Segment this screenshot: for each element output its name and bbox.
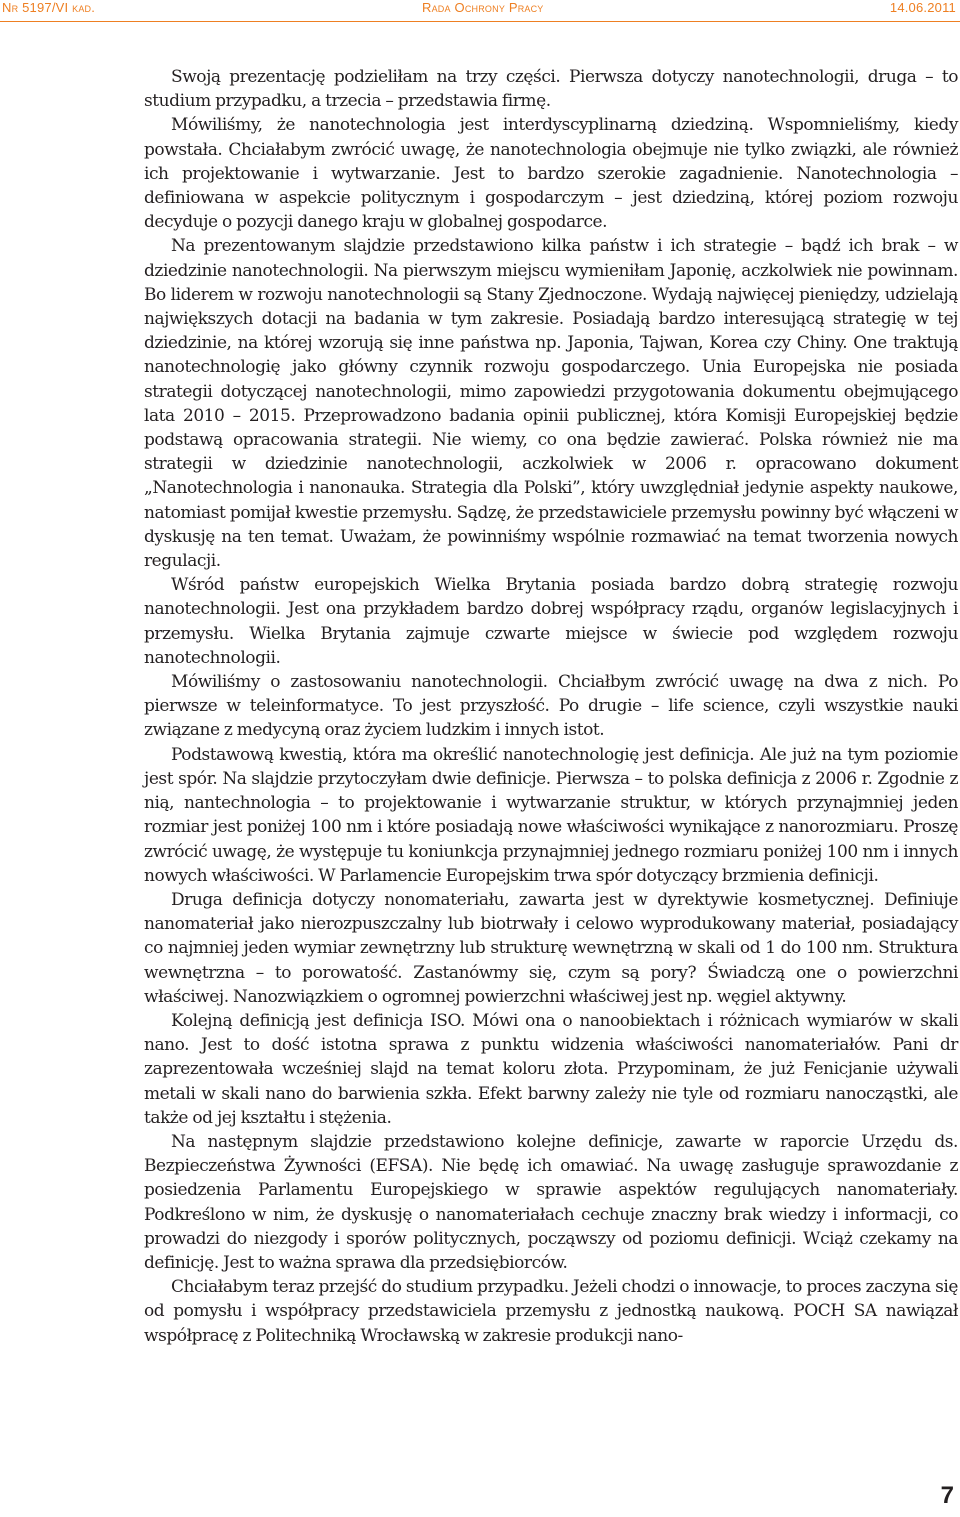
page-number: 7 (940, 1482, 954, 1509)
paragraph: Na prezentowanym slajdzie przedstawiono kilka państw i ich strategie – bądź ich brak – w dziedzinie nanotechnologii. Na pierwszym miejscu wymieniłam Japonię, aczkolwiek nie powinnam. Bo liderem w rozwoju nanotechnologii są Stany Zjednoczone. Wydają najwięcej pieniędzy, udzielają największych dotacji na badania w tym zakresie. Posiadają bardzo interesującą strategię w tej dziedzinie, na której wzorują się inne państwa np. Japonia, Tajwan, Korea czy Chiny. One traktują nanotechnologię jako główny czynnik rozwoju gospodarczego. Unia Europejska nie posiada strategii dotyczącej nanotechnologii, mimo zapowiedzi przygotowania dokumentu obejmującego lata 2010 – 2015. Przeprowadzono badania opinii publicznej, która Komisji Europejskiej będzie podstawą opracowania strategii. Nie wiemy, co ona będzie zawierać. Polska również nie ma strategii w dziedzinie nanotechnologii, aczkolwiek w 2006 r. opracowano dokument „Nanotechnologia i nanonauka. Strategia dla Polski”, który uwzględniał jedynie aspekty naukowe, natomiast pomijał kwestie przemysłu. Sądzę, że przedstawiciele przemysłu powinny być włączeni w dyskusję na ten temat. Uważam, że powinniśmy wspólnie rozmawiać na temat tworzenia nowych regulacji. (144, 236, 958, 572)
issue-number: Nr 5197/VI kad. (2, 0, 96, 15)
paragraph: Chciałabym teraz przejść do studium przypadku. Jeżeli chodzi o innowacje, to proces zaczyna się od pomysłu i współpracy przedstawiciela przemysłu z jednostką naukową. POCH SA nawiązał współpracę z Politechniką Wrocławską w zakresie produkcji nano- (144, 1277, 958, 1346)
paragraph: Podstawową kwestią, która ma określić nanotechnologię jest definicja. Ale już na tym poziomie jest spór. Na slajdzie przytoczyłam dwie definicje. Pierwsza – to polska definicja z 2006 r. Zgodnie z nią, nantechnologia – to projektowanie i wytwarzanie struktur, w których przynajmniej jeden rozmiar jest poniżej 100 nm i które posiadają nowe właściwości wynikające z nanorozmiaru. Proszę zwrócić uwagę, że występuje tu koniunkcja przynajmniej jednego rozmiaru poniżej 100 nm i innych nowych właściwości. W Parlamencie Europejskim trwa spór dotyczący brzmienia definicji. (144, 744, 958, 886)
paragraph: Wśród państw europejskich Wielka Brytania posiada bardzo dobrą strategię rozwoju nanotechnologii. Jest ona przykładem bardzo dobrej współpracy rządu, organów legislacyjnych i przemysłu. Wielka Brytania zajmuje czwarte miejsce w świecie pod względem rozwoju nanotechnologii. (144, 575, 958, 668)
paragraph: Na następnym slajdzie przedstawiono kolejne definicje, zawarte w raporcie Urzędu ds. Bezpieczeństwa Żywności (EFSA). Nie będę ich omawiać. Na uwagę zasługuje sprawozdanie z posiedzenia Parlamentu Europejskiego w sprawie aspektów regulujących nanomateriały. Podkreślono w nim, że dyskusję o nanomateriałach cechuje znaczny brak wiedzy i informacji, co prowadzi do niezgody i sporów politycznych, począwszy od poziomu definicji. Wciąż czekamy na definicję. Jest to ważna sprawa dla przedsiębiorców. (144, 1131, 958, 1273)
body-text (144, 65, 958, 1348)
paragraph: Mówiliśmy o zastosowaniu nanotechnologii. Chciałbym zwrócić uwagę na dwa z nich. Po pierwsze w teleinformatyce. To jest przyszłość. Po drugie – life science, czyli wszystkie nauki związane z medycyną oraz życiem ludzkim i innych istot. (144, 672, 958, 741)
header-date: 14.06.2011 (889, 0, 956, 15)
paragraph: Mówiliśmy, że nanotechnologia jest interdyscyplinarną dziedziną. Wspomnieliśmy, kiedy powstała. Chciałabym zwrócić uwagę, że nanotechnologia obejmuje nie tylko związki, ale również ich projektowanie i wytwarzanie. Jest to bardzo szerokie zagadnienie. Nanotechnologia – definiowana w aspekcie politycznym i gospodarczym – jest dziedziną, której poziom rozwoju decyduje o pozycji danego kraju w globalnej gospodarce. (144, 115, 958, 233)
publication-title: Rada Ochrony Pracy (422, 0, 544, 15)
running-header (0, 0, 960, 16)
paragraph: Kolejną definicją jest definicja ISO. Mówi ona o nanoobiektach i różnicach wymiarów w skali nano. Jest to dość istotna sprawa z punktu widzenia właściwości nanomateriałów. Pani dr zaprezentowała wcześniej slajd na temat koloru złota. Przypominam, że już Fenicjanie używali metali w skali nano do barwienia szkła. Efekt barwny zależy nie tyle od rozmiaru nanocząstki, ale także od jej kształtu i stężenia. (144, 1010, 958, 1128)
paragraph: Swoją prezentację podzieliłam na trzy części. Pierwsza dotyczy nanotechnologii, druga – to studium przypadku, a trzecia – przedstawia firmę. (144, 67, 958, 112)
header-rule (0, 21, 960, 22)
paragraph: Druga definicja dotyczy nonomateriału, zawarta jest w dyrektywie kosmetycznej. Definiuje nanomateriał jako nierozpuszczalny lub biotrwały i celowo wyprodukowany materiał, posiadający co najmniej jeden wymiar zewnętrzny lub strukturę wewnętrzną w skali od 1 do 100 nm. Struktura wewnętrzna – to porowatość. Zastanówmy się, czym są pory? Świadczą one o powierzchni właściwej. Nanozwiązkiem o ogromnej powierzchni właściwej jest np. węgiel aktywny. (144, 889, 958, 1007)
